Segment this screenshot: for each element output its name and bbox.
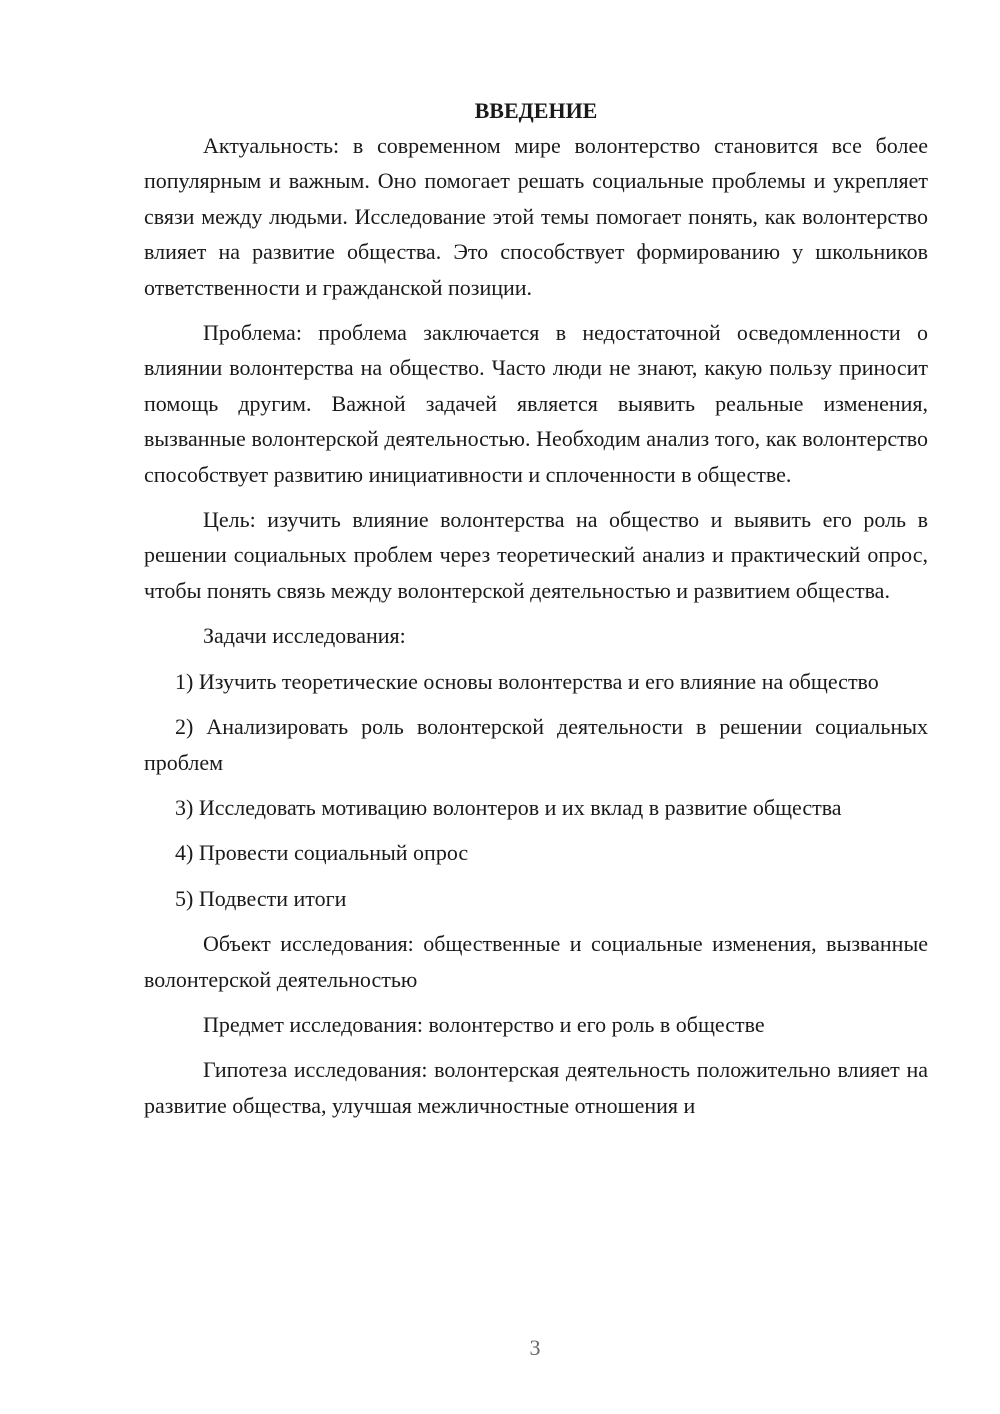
tasks-heading: Задачи исследования:: [203, 623, 406, 649]
page-number: 3: [529, 1335, 541, 1360]
goal-paragraph: Цель: изучить влияние волонтерства на общество и выявить его роль в решении социальных проблем через теоретический анализ и практический опрос, чтобы понять связь между волонтерской деятельностью и развитием общества.: [144, 507, 928, 603]
section-title: ВВЕДЕНИЕ: [474, 98, 598, 123]
problem-paragraph: Проблема: проблема заключается в недостаточной осведомленности о влиянии волонтерства на общество. Часто люди не знают, какую пользу приносит помощь другим. Важной задачей является выявить реальные изменения, вызванные волонтерской деятельностью. Необходим анализ того, как волонтерство способствует развитию инициативности и сплоченности в обществе.: [144, 320, 928, 487]
task-item-3: 3) Исследовать мотивацию волонтеров и их вклад в развитие общества: [175, 794, 842, 820]
document-page: [144, 96, 928, 1133]
task-item-2: 2) Анализировать роль волонтерской деятельности в решении социальных проблем: [144, 714, 928, 775]
task-item-5: 5) Подвести итоги: [175, 885, 347, 911]
hypothesis-paragraph: Гипотеза исследования: волонтерская деятельность положительно влияет на развитие общества, улучшая межличностные отношения и: [144, 1057, 928, 1118]
subject-paragraph: Предмет исследования: волонтерство и его роль в обществе: [203, 1011, 765, 1037]
relevance-paragraph: Актуальность: в современном мире волонтерство становится все более популярным и важным. Оно помогает решать социальные проблемы и укрепляет связи между людьми. Исследование этой темы помогает понять, как волонтерство влияет на развитие общества. Это способствует формированию у школьников ответственности и гражданской позиции.: [144, 133, 928, 300]
object-paragraph: Объект исследования: общественные и социальные изменения, вызванные волонтерской деятельностью: [144, 931, 928, 992]
task-item-1: 1) Изучить теоретические основы волонтерства и его влияние на общество: [175, 668, 879, 694]
task-item-4: 4) Провести социальный опрос: [175, 840, 469, 866]
